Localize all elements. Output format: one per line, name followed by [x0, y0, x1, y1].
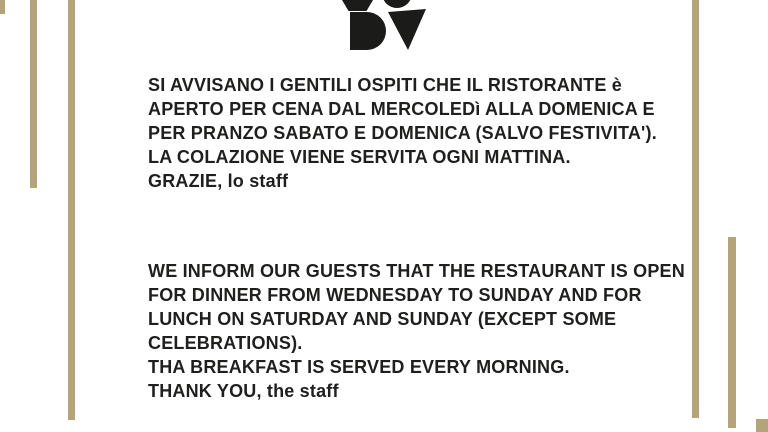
notice-line: FOR DINNER FROM WEDNESDAY TO SUNDAY AND FOR: [148, 285, 642, 305]
notice-line: APERTO PER CENA DAL MERCOLEDì ALLA DOMENICA E: [148, 99, 655, 119]
logo-cropped-circle-shape: [382, 0, 412, 8]
notice-paragraph-english: [148, 259, 685, 403]
gold-border-line-right-short: [728, 237, 736, 428]
notice-line: CELEBRATIONS).: [148, 333, 303, 353]
notice-line: PER PRANZO SABATO E DOMENICA (SALVO FESTIVITA').: [148, 123, 657, 143]
logo-cropped-triangle-shape: [342, 0, 373, 11]
hotel-dv-logo-icon: [340, 0, 430, 52]
notice-line-signature-it: GRAZIE, lo staff: [148, 171, 289, 191]
gold-border-line-left-short: [30, 0, 37, 188]
logo-letter-v: [388, 9, 426, 50]
notice-line-signature-en: THANK YOU, the staff: [148, 381, 339, 401]
gold-border-line-left-long: [68, 0, 75, 420]
notice-paragraph-italian: [148, 73, 657, 193]
notice-line: SI AVVISANO I GENTILI OSPITI CHE IL RISTORANTE è: [148, 75, 622, 95]
gold-corner-mark-bottom-right: [756, 419, 768, 432]
notice-line: WE INFORM OUR GUESTS THAT THE RESTAURANT IS OPEN: [148, 261, 685, 281]
notice-line: LA COLAZIONE VIENE SERVITA OGNI MATTINA.: [148, 147, 571, 167]
gold-border-line-right-long: [692, 0, 699, 418]
notice-line: LUNCH ON SATURDAY AND SUNDAY (EXCEPT SOME: [148, 309, 617, 329]
gold-corner-mark-top-left: [0, 0, 5, 14]
logo-letter-d: [350, 12, 386, 50]
notice-line: THA BREAKFAST IS SERVED EVERY MORNING.: [148, 357, 570, 377]
